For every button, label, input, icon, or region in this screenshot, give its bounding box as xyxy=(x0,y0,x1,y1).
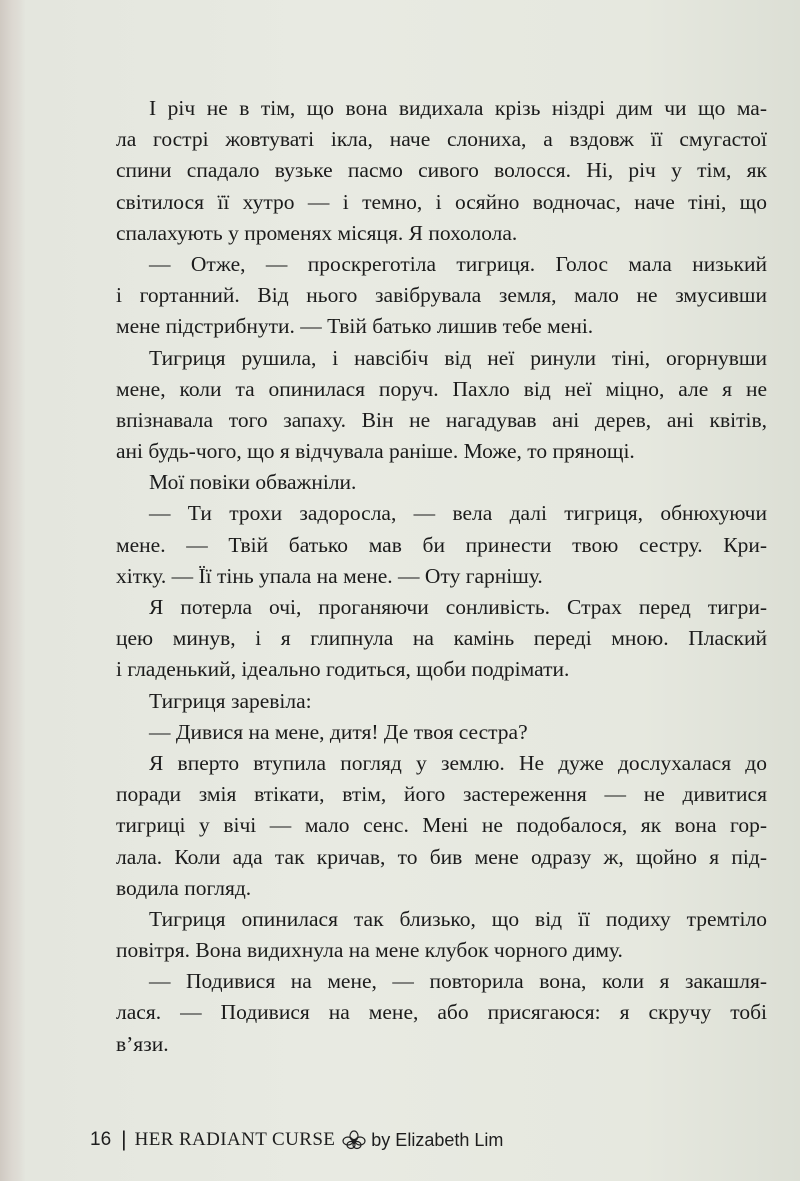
text-line: — Ти трохи задоросла, — вела далі тигриця, обнюхуючи xyxy=(149,501,767,526)
running-title: HER RADIANT CURSE xyxy=(134,1129,336,1150)
text-line: Мої повіки обважніли. xyxy=(149,470,357,495)
text-line: Тигриця заревіла: xyxy=(149,688,312,713)
text-line: лала. Коли ада так кричав, то бив мене одразу ж, щойно я під- xyxy=(116,844,767,869)
text-line: Я потерла очі, проганяючи сонливість. Страх перед тигри- xyxy=(149,595,767,619)
page-number: 16 xyxy=(90,1129,112,1150)
text-line: поради змія втікати, втім, його застереження — не дивитися xyxy=(116,782,767,807)
page-binding-edge xyxy=(0,0,26,1181)
author-credit: by Elizabeth Lim xyxy=(371,1129,504,1150)
text-line: повітря. Вона видихнула на мене клубок чорного диму. xyxy=(116,938,623,963)
text-line: Тигриця опинилася так близько, що від її подиху тремтіло xyxy=(149,906,767,931)
text-line: хітку. — Її тінь упала на мене. — Оту гарнішу. xyxy=(116,563,543,588)
text-line: і гортанний. Від нього завібрувала земля, мало не змусивши xyxy=(116,283,767,308)
text-line: Я вперто втупила погляд у землю. Не дуже дослухалася до xyxy=(149,750,767,775)
text-line: і гладенький, ідеально годиться, щоби подрімати. xyxy=(116,657,570,682)
text-line: ані будь-чого, що я відчувала раніше. Може, то прянощі. xyxy=(116,439,635,464)
text-line: водила погляд. xyxy=(116,875,252,900)
flower-ornament-icon xyxy=(341,1129,367,1151)
text-line: Тигриця рушила, і навсібіч від неї ринули тіні, огорнувши xyxy=(149,345,767,370)
text-line: світилося її хутро — і темно, і осяйно водночас, наче тіні, що xyxy=(116,189,767,214)
text-line: в’язи. xyxy=(116,1031,169,1056)
text-line: мене підстрибнути. — Твій батько лишив тебе мені. xyxy=(116,314,594,339)
text-line: — Отже, — проскреготіла тигриця. Голос мала низький xyxy=(149,251,767,276)
text-line: І річ не в тім, що вона видихала крізь ніздрі дим чи що ма- xyxy=(149,96,767,120)
text-line: мене. — Твій батько мав би принести твою сестру. Кри- xyxy=(116,532,767,557)
text-line: спалахують у променях місяця. Я похолола. xyxy=(116,220,518,245)
text-line: — Подивися на мене, — повторила вона, коли я закашля- xyxy=(149,969,767,994)
text-line: тигриці у вічі — мало сенс. Мені не подобалося, як вона гор- xyxy=(116,813,767,838)
text-line: — Дивися на мене, дитя! Де твоя сестра? xyxy=(149,719,528,744)
body-text xyxy=(116,93,767,1060)
text-line: лася. — Подивися на мене, або присягаюся: я скручу тобі xyxy=(116,1000,767,1025)
text-line: мене, коли та опинилася поруч. Пахло від неї міцно, але я не xyxy=(116,376,767,401)
footer-separator: | xyxy=(121,1128,127,1151)
page-footer xyxy=(90,1127,503,1153)
text-line: ла гострі жовтуваті ікла, наче слониха, а вздовж її смугастої xyxy=(116,127,767,152)
text-line: спини спадало вузьке пасмо сивого волосся. Ні, річ у тім, як xyxy=(116,158,767,183)
text-line: цею минув, і я глипнула на камінь переді мною. Плаский xyxy=(116,626,767,651)
text-line: впізнавала того запаху. Він не нагадував ані дерев, ані квітів, xyxy=(116,407,767,432)
